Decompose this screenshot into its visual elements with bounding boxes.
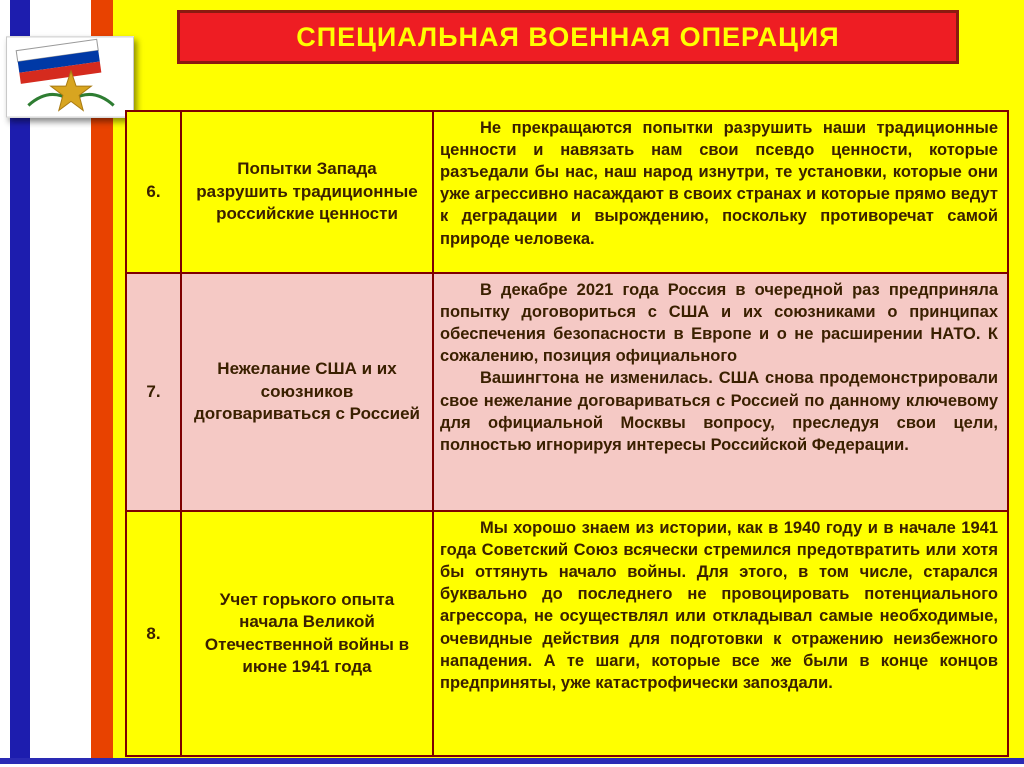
bottom-divider (0, 758, 1024, 764)
body-paragraph: Мы хорошо знаем из истории, как в 1940 году и в начале 1941 года Советский Союз всячески стремился предотвратить или хотя бы оттянуть начало войны. Для этого, в том числе, старался буквально до последнего не провоцировать потенциального агрессора, не осуществлял или откладывал самые необходимые, очевидные действия для подготовки к отражению неизбежного нападения. А те шаги, которые все же были в конце концов предприняты, уже катастрофически запоздали. (440, 519, 998, 692)
russia-emblem-icon (6, 36, 134, 118)
row-number-cell: 8. (126, 511, 181, 756)
content-table-body (126, 111, 1008, 756)
row-body-cell (433, 511, 1008, 756)
table-row (126, 511, 1008, 756)
content-table (125, 110, 1009, 757)
table-row (126, 273, 1008, 511)
row-number-cell: 7. (126, 273, 181, 511)
row-heading-cell: Нежелание США и их союзников договариваться с Россией (181, 273, 433, 511)
body-paragraph: Не прекращаются попытки разрушить наши традиционные ценности и навязать нам свои псевдо ценности, которые разъедали бы нас, наш народ изнутри, те установки, которые они уже агрессивно насаждают в своих странах и которые прямо ведут к деградации и вырождению, поскольку противоречат самой природе человека. (440, 119, 998, 248)
row-body-cell (433, 111, 1008, 273)
table-row (126, 111, 1008, 273)
row-body-cell (433, 273, 1008, 511)
slide-title: СПЕЦИАЛЬНАЯ ВОЕННАЯ ОПЕРАЦИЯ (296, 21, 840, 52)
body-paragraph: В декабре 2021 года Россия в очередной раз предприняла попытку договориться с США и их союзниками о принципах обеспечения безопасности в Европе и о не расширении НАТО. К сожалению, позиция официального (440, 281, 998, 366)
row-heading-cell: Учет горького опыта начала Великой Отечественной войны в июне 1941 года (181, 511, 433, 756)
title-banner (177, 10, 959, 64)
body-paragraph: Вашингтона не изменилась. США снова продемонстрировали свое нежелание договариваться с Россией по данному ключевому для официальной Москвы вопросу, преследуя свои цели, полностью игнорируя интересы Российской Федерации. (440, 369, 998, 454)
row-number-cell: 6. (126, 111, 181, 273)
russia-emblem-graphic (6, 36, 134, 118)
row-heading-cell: Попытки Запада разрушить традиционные российские ценности (181, 111, 433, 273)
